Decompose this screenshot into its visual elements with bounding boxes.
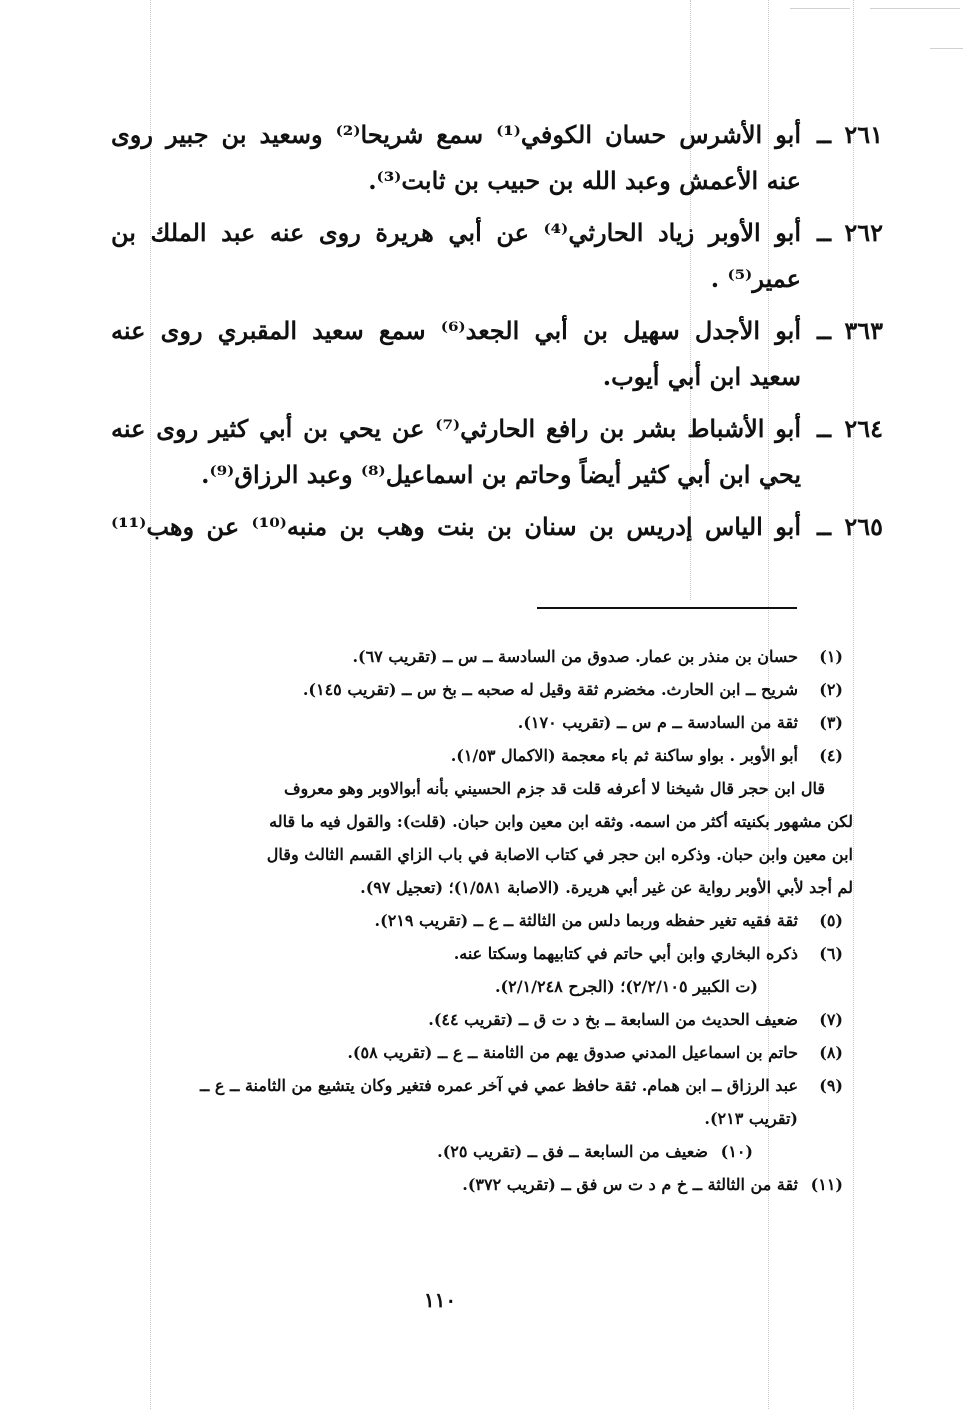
footnote-text: حسان بن منذر بن عمار. صدوق من السادسة ــ س ــ (تقريب ٦٧). — [352, 647, 798, 666]
entry — [111, 406, 883, 498]
footnote-text-line: لم أجد لأبي الأوبر رواية عن غير أبي هريرة. (الاصابة ١/٥٨١)؛ (تعجيل ٩٧). — [360, 878, 853, 897]
scan-edge-line — [870, 8, 960, 9]
entries-list — [111, 112, 883, 556]
entry-text-line: أبو الأشرس حسان الكوفي⁽¹⁾ سمع شريحا⁽²⁾ وسعيد بن جبير روى — [111, 120, 801, 149]
footnote-text-line: (ت الكبير ٢/٢/١٠٥)؛ (الجرح ٢/١/٢٤٨). — [494, 977, 758, 996]
footnote — [168, 1003, 843, 1036]
footnote — [168, 1168, 843, 1201]
entry-dash: ــ — [816, 316, 831, 345]
entry-text-line: أبو الأشباط بشر بن رافع الحارثي⁽⁷⁾ عن يحي بن أبي كثير روى عنه — [111, 414, 802, 443]
footnote-text: أبو الأوبر . بواو ساكنة ثم باء معجمة (الاكمال ١/٥٣). — [450, 746, 798, 765]
footnote — [168, 706, 843, 739]
scan-edge-line — [930, 48, 963, 49]
footnote-text: شريح ــ ابن الحارث. مخضرم ثقة وقيل له صحبه ــ بخ س ــ (تقريب ١٤٥). — [302, 680, 798, 699]
footnote — [168, 739, 843, 772]
footnote-text-line: لكن مشهور بكنيته أكثر من اسمه. وثقه ابن معين وابن حبان. (قلت): والقول فيه ما قاله — [269, 812, 853, 831]
footnote-text: ضعيف الحديث من السابعة ــ بخ د ت ق ــ (تقريب ٤٤). — [428, 1010, 798, 1029]
footnote-continuation — [138, 772, 853, 904]
footnotes — [168, 640, 853, 1201]
entry — [111, 112, 883, 204]
footnote-text: حاتم بن اسماعيل المدني صدوق يهم من الثامنة ــ ع ــ (تقريب ٥٨). — [347, 1043, 798, 1062]
entry-text-line: يحي ابن أبي كثير أيضاً وحاتم بن اسماعيل⁽⁸⁾ وعبد الرزاق⁽⁹⁾. — [201, 460, 801, 489]
footnote-text-line: ابن معين وابن حبان. وذكره ابن حجر في كتاب الاصابة في باب الزاي القسم الثالث وقال — [266, 845, 853, 864]
entry-number: ٢٦٥ — [844, 512, 883, 541]
entry-number: ٢٦١ — [844, 120, 883, 149]
entry-number: ٣٦٣ — [844, 316, 883, 345]
entry-text-line: عنه الأعمش وعبد الله بن حبيب بن ثابت⁽³⁾. — [368, 166, 801, 195]
entry-text-line: أبو الأجدل سهيل بن أبي الجعد⁽⁶⁾ سمع سعيد المقبري روى عنه — [111, 316, 802, 345]
footnote-text-line: (تقريب ٢١٣). — [704, 1109, 798, 1128]
footnote-number: (٢) — [819, 680, 843, 699]
entry-text-line: أبو الياس إدريس بن سنان بن بنت وهب بن منبه⁽¹⁰⁾ عن وهب⁽¹¹⁾ — [111, 512, 801, 541]
entry — [111, 210, 883, 302]
footnote-number: (٤) — [819, 746, 843, 765]
scan-edge-line — [790, 8, 850, 9]
footnote — [168, 1069, 843, 1102]
footnote-text-line: قال ابن حجر قال شيخنا لا أعرفه قلت قد جزم الحسيني بأنه أبوالاوبر وهو معروف — [283, 779, 825, 798]
footnote — [168, 1135, 798, 1168]
entry-text-line: عمير⁽⁵⁾ . — [710, 264, 801, 293]
footnote-text: ثقة من السادسة ــ م س ــ (تقريب ١٧٠). — [517, 713, 798, 732]
footnote-text: ضعيف من السابعة ــ فق ــ (تقريب ٢٥). — [437, 1142, 708, 1161]
entry-text-line: سعيد ابن أبي أيوب. — [602, 362, 801, 391]
entry-dash: ــ — [816, 120, 831, 149]
entry-text-line: أبو الأوبر زياد الحارثي⁽⁴⁾ عن أبي هريرة روى عنه عبد الملك بن — [111, 218, 802, 247]
footnote-number: (١) — [819, 647, 843, 666]
footnote — [168, 937, 843, 970]
footnote — [168, 904, 843, 937]
footnote-number: (١١) — [810, 1175, 843, 1194]
entry-number: ٢٦٤ — [844, 414, 883, 443]
footnote — [168, 640, 843, 673]
entry-number: ٢٦٢ — [844, 218, 883, 247]
footnote-number: (٩) — [819, 1076, 843, 1095]
footnote-number: (٣) — [819, 713, 843, 732]
footnote-text: ثقة من الثالثة ــ خ م د ت س فق ــ (تقريب ٣٧٢). — [462, 1175, 798, 1194]
page-number: ١١٠ — [423, 1288, 457, 1312]
entry — [111, 504, 883, 550]
entry-dash: ــ — [816, 414, 831, 443]
footnote-separator — [537, 607, 797, 609]
footnote-number: (٧) — [819, 1010, 843, 1029]
entry — [111, 308, 883, 400]
footnote-number: (١٠) — [720, 1142, 753, 1161]
footnote — [168, 1036, 843, 1069]
footnote-number: (٥) — [819, 911, 843, 930]
footnote-text: ثقة فقيه تغير حفظه وربما دلس من الثالثة ــ ع ــ (تقريب ٢١٩). — [374, 911, 798, 930]
footnote-number: (٨) — [819, 1043, 843, 1062]
entry-dash: ــ — [816, 218, 831, 247]
entry-dash: ــ — [816, 512, 831, 541]
footnote-text: ذكره البخاري وابن أبي حاتم في كتابيهما وسكتا عنه. — [453, 944, 798, 963]
footnote — [168, 673, 843, 706]
footnote-number: (٦) — [819, 944, 843, 963]
footnote-text: عبد الرزاق ــ ابن همام. ثقة حافظ عمي في آخر عمره فتغير وكان يتشيع من الثامنة ــ ع ــ — [199, 1076, 798, 1095]
